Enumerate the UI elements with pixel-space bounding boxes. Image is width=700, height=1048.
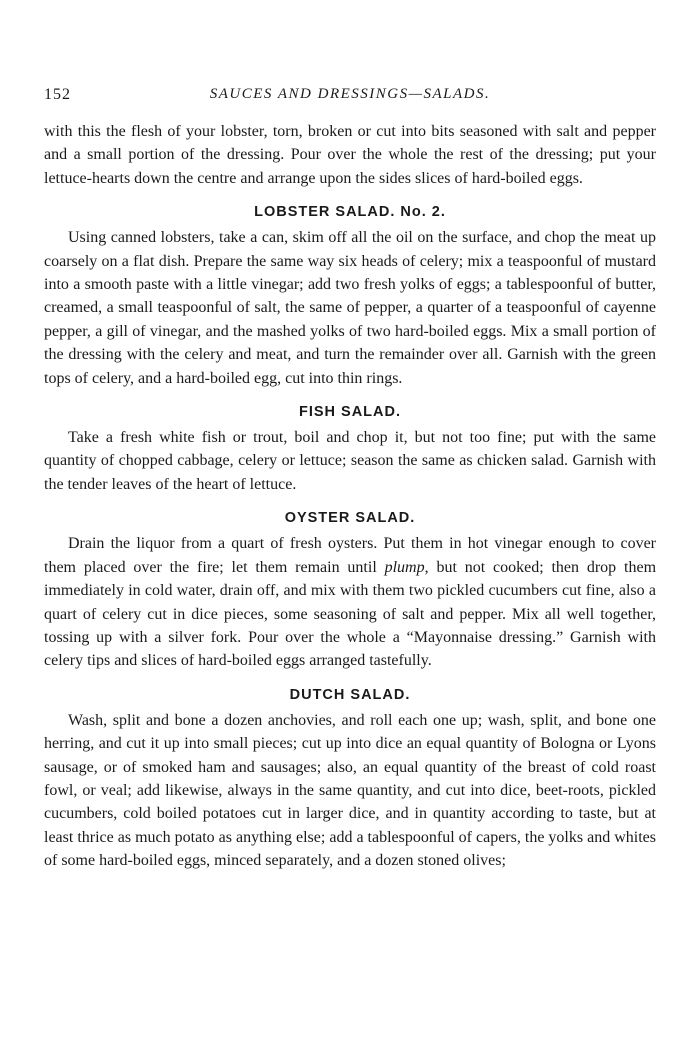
running-head (44, 86, 656, 110)
section-heading-lobster-salad: LOBSTER SALAD. No. 2. (254, 204, 446, 221)
oyster-salad-paragraph (44, 532, 656, 672)
running-title: SAUCES AND DRESSINGS—SALADS. (209, 86, 491, 102)
oyster-text-part-2: , but not cooked; then drop them immediately in cold water, drain off, and mix with them two pickled cucumbers cut fine, also a quart of celery cut in dice pieces, some seasoning of salt and pepper. Mix all well together, tossing up with a silver fork. Pour over the whole a “Mayonnaise dressing.” Garnish with celery tips and slices of hard-boiled eggs arranged tastefully. (44, 558, 657, 670)
fish-salad-paragraph: Take a fresh white fish or trout, boil and chop it, but not too fine; put with the same quantity of chopped cabbage, celery or lettuce; season the same as chicken salad. Garnish with the tender leaves of the heart of lettuce. (44, 429, 656, 493)
section-heading-oyster-salad: OYSTER SALAD. (284, 510, 416, 527)
section-heading-dutch-salad: DUTCH SALAD. (289, 686, 411, 703)
intro-paragraph: with this the flesh of your lobster, torn, broken or cut into bits seasoned with salt and pepper and a small portion of the dressing. Pour over the whole the rest of the dressing; put your lettuce-hearts down the centre and arrange upon the sides slices of hard-boiled eggs. (44, 123, 656, 187)
page-number: 152 (44, 86, 71, 103)
oyster-text-part-1: Drain the liquor from a quart of fresh oysters. Put them in hot vinegar enough to cover them placed over the fire; let them remain until (44, 535, 656, 576)
book-page (44, 86, 656, 873)
dutch-salad-paragraph: Wash, split and bone a dozen anchovies, and roll each one up; wash, split, and bone one herring, and cut it up into small pieces; cut up into dice an equal quantity of Bologna or Lyons sausage, or of smoked ham and sausages; also, an equal quantity of the breast of cold roast fowl, or veal; add likewise, always in the same quantity, and cut into dice, beet-roots, pickled cucumbers, cold boiled potatoes cut in larger dice, and in quantity according to taste, but at least thrice as much potato as anything else; add a tablespoonful of capers, the yolks and whites of some hard-boiled eggs, minced separately, and a dozen stoned olives; (44, 711, 656, 870)
oyster-text-italic: plump (384, 558, 425, 576)
section-heading-fish-salad: FISH SALAD. (298, 404, 402, 421)
lobster-salad-paragraph: Using canned lobsters, take a can, skim off all the oil on the surface, and chop the meat up coarsely on a flat dish. Prepare the same way six heads of celery; mix a teaspoonful of mustard into a smooth paste with a little vinegar; add two fresh yolks of eggs; a tablespoonful of butter, creamed, a small teaspoonful of salt, the same of pepper, a quarter of a teaspoonful of cayenne pepper, a gill of vinegar, and the mashed yolks of two hard-boiled eggs. Mix a small portion of the dressing with the celery and meat, and turn the remainder over all. Garnish with the green tops of celery, and a hard-boiled egg, cut into thin rings. (44, 229, 656, 387)
